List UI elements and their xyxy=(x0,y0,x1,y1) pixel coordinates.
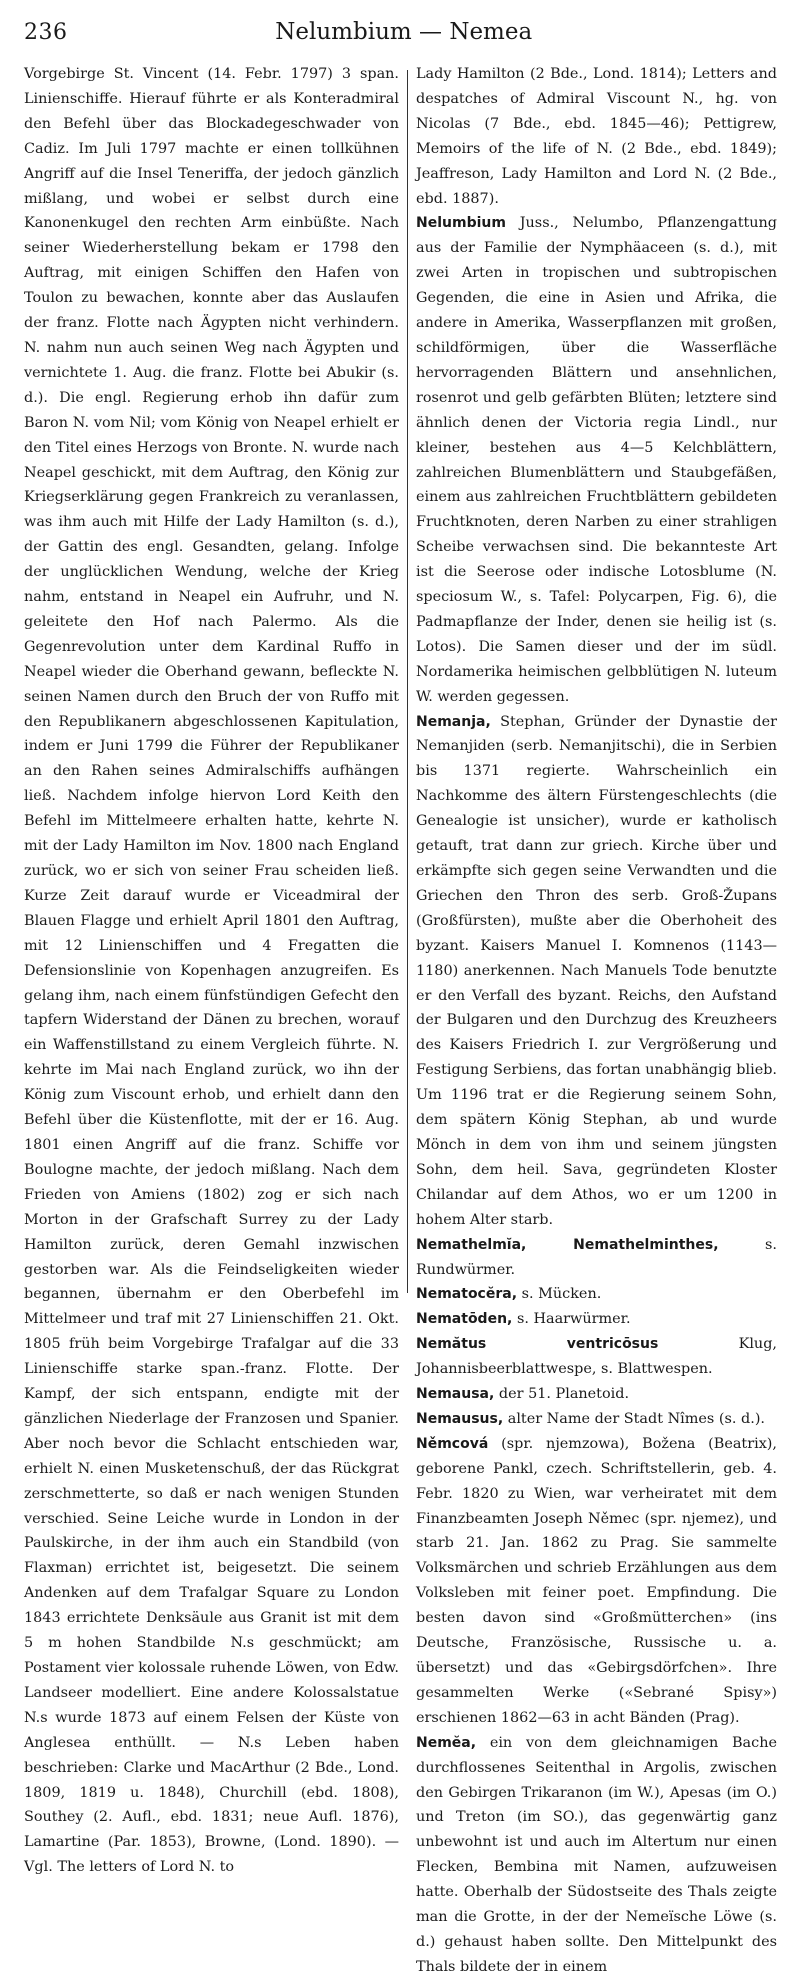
headword: Nemătus ventricōsus xyxy=(416,1336,659,1353)
headword: Nematōden, xyxy=(416,1311,513,1328)
entry-nemanja xyxy=(416,710,777,1233)
page-header xyxy=(24,14,776,50)
headword: Nemausa, xyxy=(416,1386,495,1403)
entry-text: s. Haarwürmer. xyxy=(516,1311,631,1328)
headword: Nematocĕra, xyxy=(416,1286,518,1303)
entry-nemathelmia xyxy=(416,1233,777,1283)
entry-text: Stephan, Gründer der Dynastie der Nemanjiden (serb. Nemanjitschi), die in Serbien bis 1371 regierte. Wahrscheinlich ein Nachkomme des ältern Fürstengeschlechts (die Genealogie ist unsicher), wurde er katholisch getauft, trat dann zur griech. Kirche über und erkämpfte sich gegen seine Verwandten und die Griechen den Thron des serb. Groß-Župans (Großfürsten), mußte aber die Oberhoheit des byzant. Kaisers Manuel I. Komnenos (1143—1180) anerkennen. Nach Manuels Tode benutzte er den Verfall des byzant. Reichs, den Aufstand der Bulgaren und den Durchzug des Kreuzheers des Kaisers Friedrich I. zur Vergrößerung und Festigung Serbiens, das fortan unabhängig blieb. Um 1196 trat er die Regierung seinem Sohn, dem spätern König Stephan, ab und wurde Mönch in dem von ihm und seinem jüngsten Sohn, dem heil. Sava, gegründeten Kloster Chilandar auf dem Athos, wo er um 1200 in hohem Alter starb. xyxy=(416,713,777,1228)
headword: Nelumbium xyxy=(416,215,506,232)
entry-text: ein von dem gleichnamigen Bache durchflossenes Seitenthal in Argolis, zwischen den Gebirgen Trikaranon (im W.), Apesas (im O.) und Treton (im SO.), das gegenwärtig ganz unbewohnt ist und auch im Altertum nur einen Flecken, Bembina mit Namen, aufzuweisen hatte. Oberhalb der Südostseite des Thals zeigte man die Grotte, in der der Nemeïsche Löwe (s. d.) gehaust haben sollte. Den Mittelpunkt des Thals bildete der in einem xyxy=(416,1734,777,1975)
entry-text: (spr. njemzowa), Božena (Beatrix), geborene Pankl, czech. Schriftstellerin, geb. 4. Febr. 1820 zu Wien, war verheiratet mit dem Finanzbeamten Joseph Němec (spr. njemez), und starb 21. Jan. 1862 zu Prag. Sie sammelte Volksmärchen und schrieb Erzählungen aus dem Volksleben mit feiner poet. Empfindung. Die besten davon sind «Großmütterchen» (ins Deutsche, Französische, Russische u. a. übersetzt) und das «Gebirgsdörfchen». Ihre gesammelten Werke («Sebrané Spisy») erschienen 1862—63 in acht Bänden (Prag). xyxy=(416,1435,777,1726)
entry-text: s. Rundwürmer. xyxy=(416,1236,777,1278)
entry-nemea xyxy=(416,1731,777,1980)
entry-nemausus xyxy=(416,1407,777,1432)
entry-text: alter Name der Stadt Nîmes (s. d.). xyxy=(507,1410,766,1427)
column-divider xyxy=(407,70,408,1293)
entry-nematus xyxy=(416,1332,777,1382)
entry-nemausa xyxy=(416,1382,777,1407)
headword: Nemausus, xyxy=(416,1410,504,1427)
entry-text: Klug, Johannisbeerblattwespe, s. Blattwespen. xyxy=(416,1336,777,1378)
entry-nemcova xyxy=(416,1432,777,1731)
entry-nematocera xyxy=(416,1282,777,1307)
nelson-article-continuation: Vorgebirge St. Vincent (14. Febr. 1797) 3 span. Linienschiffe. Hierauf führte er als Konteradmiral den Befehl über das Blockadegeschwader von Cadiz. Im Juli 1797 machte er einen tollkühnen Angriff auf die Insel Teneriffa, der jedoch gänzlich mißlang, und wobei er selbst durch eine Kanonenkugel den rechten Arm einbüßte. Nach seiner Wiederherstellung bekam er 1798 den Auftrag, mit einigen Schiffen den Hafen von Toulon zu bewachen, konnte aber das Auslaufen der franz. Flotte nach Ägypten nicht verhindern. N. nahm nun auch seinen Weg nach Ägypten und vernichtete 1. Aug. die franz. Flotte bei Abukir (s. d.). Die engl. Regierung erhob ihn dafür zum Baron N. vom Nil; vom König von Neapel erhielt er den Titel eines Herzogs von Bronte. N. wurde nach Neapel geschickt, mit dem Auftrag, den König zur Kriegserklärung gegen Frankreich zu veranlassen, was ihm auch mit Hilfe der Lady Hamilton (s. d.), der Gattin des engl. Gesandten, gelang. Infolge der unglücklichen Wendung, welche der Krieg nahm, entstand in Neapel ein Aufruhr, und N. geleitete den Hof nach Palermo. Als die Gegenrevolution unter dem Kardinal Ruffo in Neapel wieder die Oberhand gewann, befleckte N. seinen Namen durch den Bruch der von Ruffo mit den Republikanern abgeschlossenen Kapitulation, indem er Juni 1799 die Führer der Republikaner an den Rahen seines Admiralschiffs aufhängen ließ. Nachdem infolge hiervon Lord Keith den Befehl im Mittelmeere erhalten hatte, kehrte N. mit der Lady Hamilton im Nov. 1800 nach England zurück, wo er sich von seiner Frau scheiden ließ. Kurze Zeit darauf wurde er Viceadmiral der Blauen Flagge und erhielt April 1801 den Auftrag, mit 12 Linienschiffen und 4 Fregatten die Defensionslinie von Kopenhagen anzugreifen. Es gelang ihm, nach einem fünfstündigen Gefecht den tapfern Widerstand der Dänen zu brechen, worauf ein Waffenstillstand zu einem Vergleich führte. N. kehrte im Mai nach England zurück, wo ihn der König zum Viscount erhob, und erhielt dann den Befehl über die Küstenflotte, mit der er 16. Aug. 1801 einen Angriff auf die franz. Schiffe vor Boulogne machte, der jedoch mißlang. Nach dem Frieden von Amiens (1802) zog er sich nach Morton in der Grafschaft Surrey zu der Lady Hamilton zurück, deren Gemahl inzwischen gestorben war. Als die Feindseligkeiten wieder begannen, übernahm er den Oberbefehl im Mittelmeer und traf mit 27 Linienschiffen 21. Okt. 1805 früh beim Vorgebirge Trafalgar auf die 33 Linienschiffe starke span.-franz. Flotte. Der Kampf, der sich entspann, endigte mit der gänzlichen Niederlage der Franzosen und Spanier. Aber noch bevor die Schlacht entschieden war, erhielt N. einen Musketenschuß, der das Rückgrat zerschmetterte, so daß er nach wenigen Stunden verschied. Seine Leiche wurde in London in der Paulskirche, in der ihm auch ein Standbild (von Flaxman) errichtet ist, beigesetzt. Die seinem Andenken auf dem Trafalgar Square zu London 1843 errichtete Denksäule aus Granit ist mit dem 5 m hohen Standbilde N.s geschmückt; am Postament vier kolossale ruhende Löwen, von Edw. Landseer modelliert. Eine andere Kolossalstatue N.s wurde 1873 auf einem Felsen der Küste von Anglesea enthüllt. — N.s Leben haben beschrieben: Clarke und MacArthur (2 Bde., Lond. 1809, 1819 u. 1848), Churchill (ebd. 1808), Southey (2. Aufl., ebd. 1831; neue Aufl. 1876), Lamartine (Par. 1853), Browne, (Lond. 1890). — Vgl. The letters of Lord N. to xyxy=(24,66,399,1876)
nelson-bibliography-continuation: Lady Hamilton (2 Bde., Lond. 1814); Letters and despatches of Admiral Viscount N., hg. von Nicolas (7 Bde., ebd. 1845—46); Pettigrew, Memoirs of the life of N. (2 Bde., ebd. 1849); Jeaffreson, Lady Hamilton and Lord N. (2 Bde., ebd. 1887). xyxy=(416,66,777,207)
right-column xyxy=(416,62,778,1975)
page-number: 236 xyxy=(24,19,68,45)
headword: Nemathelmĭa, Nemathelminthes, xyxy=(416,1236,719,1253)
running-title: Nelumbium — Nemea xyxy=(275,19,533,45)
headword: Nemĕa, xyxy=(416,1734,477,1751)
headword: Němcová xyxy=(416,1435,489,1452)
left-column xyxy=(24,62,399,1876)
entry-text: Juss., Nelumbo, Pflanzengattung aus der Familie der Nymphäaceen (s. d.), mit zwei Arten in tropischen und subtropischen Gegenden, die eine in Asien und Afrika, die andere in Amerika, Wasserpflanzen mit großen, schildförmigen, über die Wasserfläche hervorragenden Blättern und ansehnlichen, rosenrot und gelb gefärbten Blüten; letztere sind ähnlich denen der Victoria regia Lindl., nur kleiner, bestehen aus 4—5 Kelchblättern, zahlreichen Blumenblättern und Staubgefäßen, einem aus zahlreichen Fruchtblättern gebildeten Fruchtknoten, deren Narben zu einer strahligen Scheibe verwachsen sind. Die bekannteste Art ist die Seerose oder indische Lotosblume (N. speciosum W., s. Tafel: Polycarpen, Fig. 6), die Padmapflanze der Inder, denen sie heilig ist (s. Lotos). Die Samen dieser und der im südl. Nordamerika heimischen gelbblütigen N. luteum W. werden gegessen. xyxy=(416,215,778,705)
entry-text: s. Mücken. xyxy=(521,1286,602,1303)
entry-nelumbium xyxy=(416,211,777,709)
entry-nematoden xyxy=(416,1307,777,1332)
entry-text: der 51. Planetoid. xyxy=(498,1386,630,1403)
headword: Nemanja, xyxy=(416,713,491,730)
